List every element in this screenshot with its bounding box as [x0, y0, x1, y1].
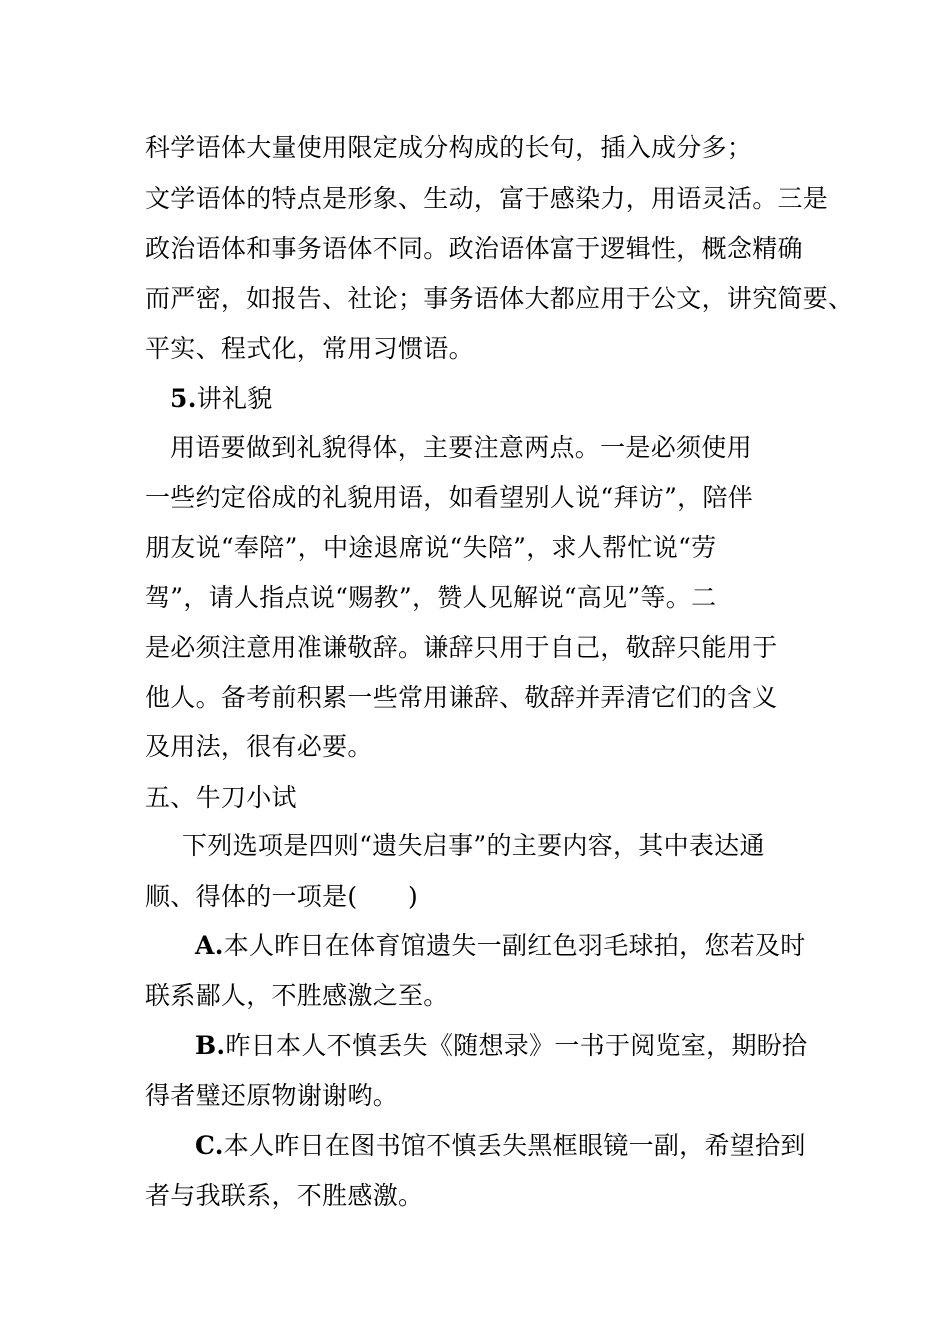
option-label: A.: [195, 931, 224, 960]
option-c-line: [195, 1130, 806, 1162]
paragraph-line: 而严密，如报告、社论；事务语体大都应用于公文，讲究简要、: [145, 284, 854, 313]
paragraph-line: 用语要做到礼貌得体，主要注意两点。一是必须使用: [170, 433, 752, 462]
paragraph-line: 是必须注意用准谦敬辞。谦辞只用于自己，敬辞只能用于: [145, 633, 778, 662]
question-line: 顺、得体的一项是( ): [145, 882, 419, 911]
option-b-continuation: 得者璧还原物谢谢哟。: [145, 1081, 399, 1110]
option-a-line: [195, 930, 806, 962]
section-heading: 五、牛刀小试: [145, 783, 297, 812]
option-a-continuation: 联系鄙人，不胜感激之至。: [145, 981, 449, 1010]
option-label: B.: [195, 1031, 226, 1060]
option-label: C.: [195, 1131, 224, 1160]
paragraph-line: 平实、程式化，常用习惯语。: [145, 334, 474, 363]
paragraph-line: 朋友说“奉陪”，中途退席说“失陪”，求人帮忙说“劳: [145, 533, 717, 562]
paragraph-line: 他人。备考前积累一些常用谦辞、敬辞并弄清它们的含义: [145, 683, 778, 712]
paragraph-line: 科学语体大量使用限定成分构成的长句，插入成分多；: [145, 133, 753, 162]
paragraph-line: 文学语体的特点是形象、生动，富于感染力，用语灵活。三是: [145, 184, 829, 213]
section-5-heading: [170, 383, 273, 415]
paragraph-line: 政治语体和事务语体不同。政治语体富于逻辑性，概念精确: [145, 234, 803, 263]
paragraph-line: 一些约定俗成的礼貌用语，如看望别人说“拜访”，陪伴: [145, 483, 754, 512]
section-number: 5.: [170, 384, 197, 413]
option-text: 本人昨日在图书馆不慎丢失黑框眼镜一副，希望拾到: [223, 1131, 806, 1160]
option-b-line: [195, 1030, 807, 1062]
paragraph-line: 及用法，很有必要。: [145, 732, 373, 761]
paragraph-line: 驾”，请人指点说“赐教”，赞人见解说“高见”等。二: [145, 583, 717, 612]
option-c-continuation: 者与我联系，不胜感激。: [145, 1181, 424, 1210]
option-text: 昨日本人不慎丢失《随想录》一书于阅览室，期盼拾: [225, 1031, 808, 1060]
option-text: 本人昨日在体育馆遗失一副红色羽毛球拍，您若及时: [223, 931, 806, 960]
section-title: 讲礼貌: [196, 384, 273, 413]
question-line: 下列选项是四则“遗失启事”的主要内容，其中表达通: [182, 831, 765, 860]
